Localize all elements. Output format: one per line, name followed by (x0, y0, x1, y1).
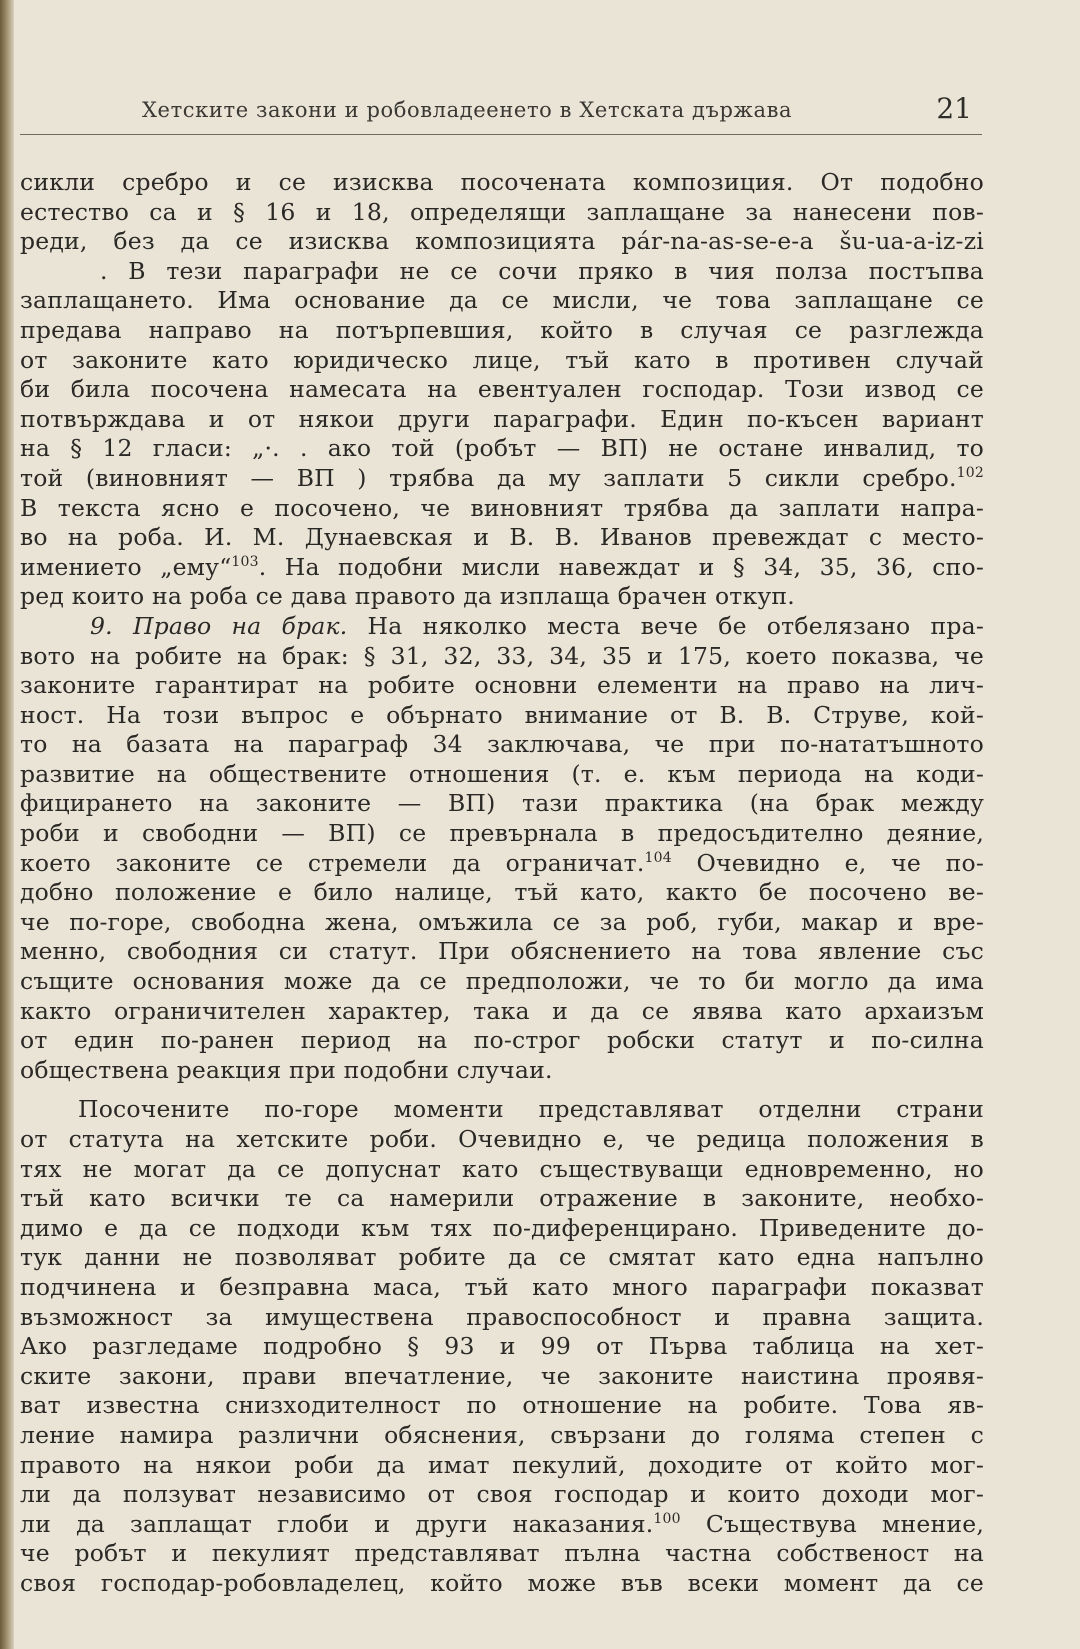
footnote-ref: 104 (644, 849, 672, 866)
page-number: 21 (936, 92, 972, 125)
text-line: во на роба. И. М. Дунаевская и В. В. Иванов превеждат с место- (20, 523, 984, 552)
page-body (20, 168, 984, 1599)
text-line: димо е да се подходи към тях по-диференцирано. Приведените до- (20, 1213, 984, 1242)
text-line: естество са и § 16 и 18, определящи заплащане за нанесени пов- (20, 197, 984, 226)
text-line: законите гарантират на робите основни елементи на право на лич- (20, 671, 984, 700)
text-line: реди, без да се изисква композицията pár-na-as-se-e-a šu-ua-a-iz-zi (20, 227, 984, 256)
text-segment: което законите се стремели да ограничат. (20, 848, 645, 877)
text-line: от статута на хетските роби. Очевидно е, че редица положения в (20, 1125, 984, 1153)
text-line: от един по-ранен период на по-строг робски статут и по-силна (20, 1026, 984, 1055)
text-line: предава направо на потърпевшия, който в случая се разглежда (20, 315, 984, 344)
footnote-ref: 102 (956, 465, 984, 482)
text-line: фицирането на законите — ВП) тази практика (на брак между (20, 789, 984, 818)
text-line: ред които на роба се дава правото да изплаща брачен откуп. (20, 582, 795, 611)
text-line: В текста ясно е посочено, че виновният трябва да заплати напра- (20, 493, 984, 522)
text-segment: той (виновният — ВП ) трябва да му заплати 5 сикли сребро. (20, 463, 957, 492)
header-rule (20, 134, 982, 135)
text-segment: . На подобни мисли навеждат и § 34, 35, 36, спо- (258, 552, 984, 581)
text-line: ват известна снизходителност по отношение на робите. Това яв- (20, 1391, 984, 1420)
section-heading: 9. Право на брак. (90, 611, 348, 640)
text-line: развитие на обществените отношения (т. е. към периода на коди- (20, 759, 984, 788)
text-line: роби и свободни — ВП) се превърнала в предосъдително деяние, (20, 819, 984, 848)
text-line: заплащането. Има основание да се мисли, че това заплащане се (20, 286, 984, 315)
footnote-ref: 100 (653, 1510, 681, 1527)
text-line: Посочените по-горе моменти представляват отделни страни (78, 1095, 984, 1124)
paragraph-gap (20, 1085, 984, 1095)
text-line (20, 464, 984, 494)
text-line: . В тези параграфи не се сочи пряко в чия полза постъпва (100, 256, 984, 285)
text-line: че по-горе, свободна жена, омъжила се за роб, губи, макар и вре- (20, 907, 984, 936)
text-line: както ограничителен характер, така и да се явява като архаизъм (20, 996, 984, 1025)
text-line: ли да ползуват независимо от своя господар и които доходи мог- (20, 1480, 984, 1509)
text-line: подчинена и безправна маса, тъй като много параграфи показват (20, 1272, 984, 1301)
text-segment: ли да заплащат глоби и други наказания. (20, 1509, 654, 1538)
text-line: би била посочена намесата на евентуален господар. Този извод се (20, 375, 984, 404)
running-title: Хетските закони и робовладеенето в Хетската държава (142, 98, 793, 122)
text-line: правото на някои роби да имат пекулий, доходите от който мог- (20, 1450, 984, 1479)
text-line: на § 12 гласи: „·. . ако той (робът — ВП) не остане инвалид, то (20, 434, 984, 463)
text-line (20, 849, 984, 879)
text-line (20, 1510, 984, 1540)
text-line: обществена реакция при подобни случаи. (20, 1055, 553, 1084)
text-line: ност. На този въпрос е обърнато внимание от В. В. Струве, кой- (20, 700, 984, 729)
text-line: своя господар-робовладелец, който може във всеки момент да се (20, 1568, 984, 1597)
text-line: ление намира различни обяснения, свързани до голяма степен с (20, 1420, 984, 1449)
text-line (20, 553, 984, 583)
text-line: от законите като юридическо лице, тъй като в противен случай (20, 345, 984, 374)
text-line: възможност за имуществена правоспособност и правна защита. (20, 1302, 984, 1331)
text-line: вото на робите на брак: § 31, 32, 33, 34, 35 и 175, което показва, че (20, 641, 984, 670)
footnote-ref: 103 (231, 553, 259, 570)
text-segment: Очевидно е, че по- (696, 848, 985, 877)
text-line: менно, свободния си статут. При обяснението на това явление със (20, 937, 984, 966)
text-line: тук данни не позволяват робите да се смятат като една напълно (20, 1243, 984, 1272)
text-line: добно положение е било налице, тъй като, както бе посочено ве- (20, 878, 984, 907)
section-heading-line (20, 612, 984, 642)
text-line: че робът и пекулият представляват пълна частна собственост на (20, 1539, 984, 1568)
running-header (22, 92, 982, 132)
text-line: тях не могат да се допуснат като съществуващи едновременно, но (20, 1154, 984, 1183)
text-segment: Съществува мнение, (705, 1509, 984, 1538)
text-line: то на базата на параграф 34 заключава, че при по-нататъшното (20, 730, 984, 759)
text-segment: На няколко места вече бе отбелязано пра- (367, 611, 985, 640)
text-line: тъй като всички те са намерили отражение в законите, необхо- (20, 1184, 984, 1213)
book-spine-shadow (0, 0, 14, 1649)
text-line: Ако разгледаме подробно § 93 и 99 от Първа таблица на хет- (20, 1332, 984, 1361)
text-line: същите основания може да се предположи, че то би могло да има (20, 967, 984, 996)
text-line: ските закони, прави впечатление, че законите наистина проявя- (20, 1361, 984, 1390)
text-line: потвърждава и от някои други параграфи. Един по-късен вариант (20, 404, 984, 433)
text-line: сикли сребро и се изисква посочената композиция. От подобно (20, 168, 984, 196)
text-segment: имението „ему“ (20, 552, 232, 581)
